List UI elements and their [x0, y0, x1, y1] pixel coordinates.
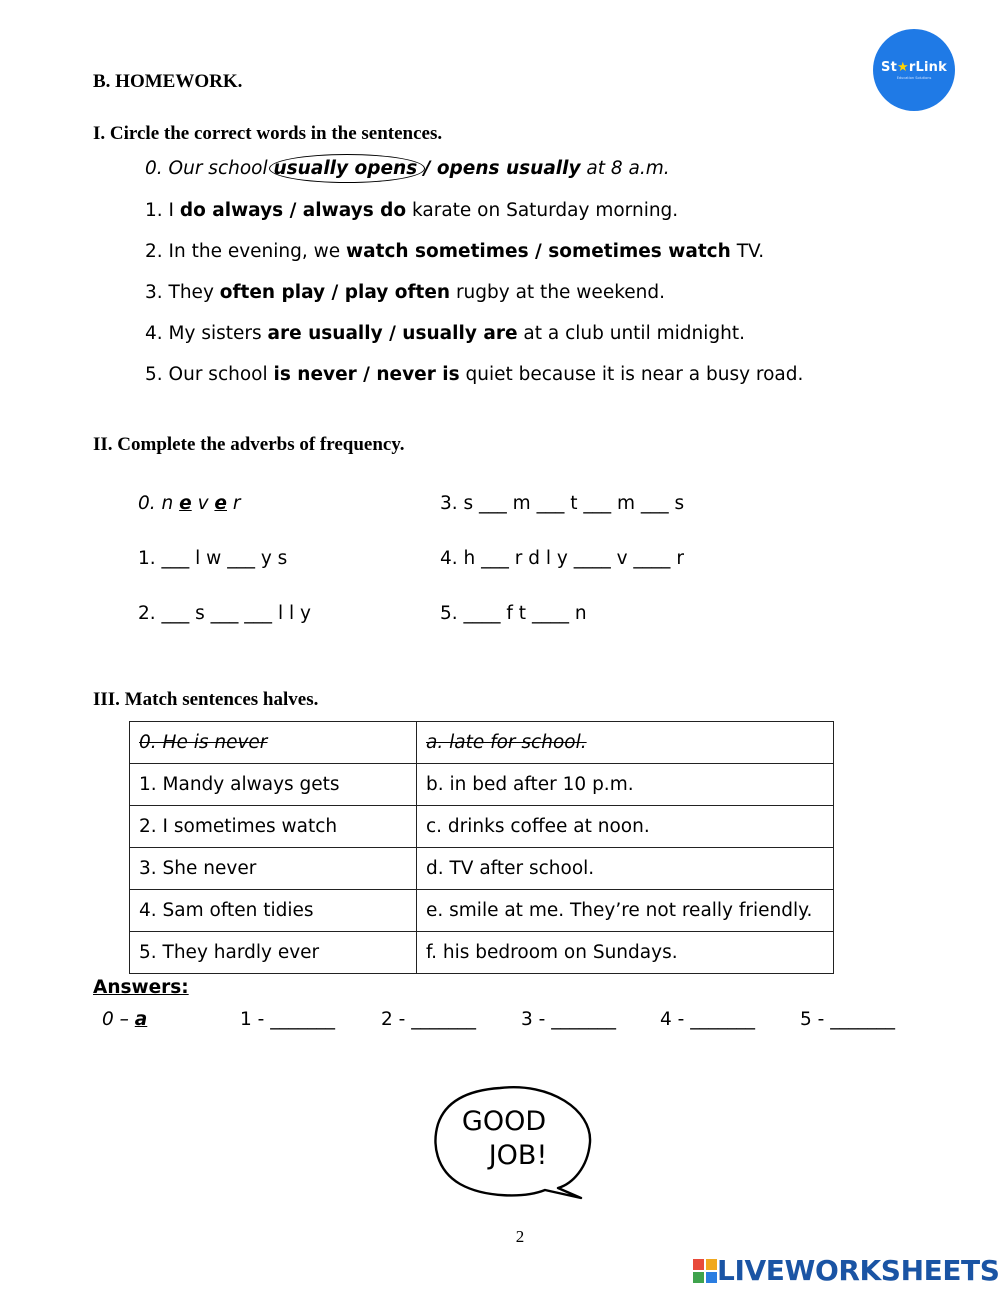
answer-blank-3[interactable]: 3 - _______ [521, 1009, 616, 1030]
section-title: B. HOMEWORK. [93, 71, 243, 92]
answer-blank-4[interactable]: 4 - _______ [660, 1009, 755, 1030]
sentence-first-half: 3. She never [130, 848, 417, 890]
part1-item-2: 2. In the evening, we watch sometimes / sometimes watch TV. [145, 241, 765, 262]
star-icon: ★ [897, 60, 909, 75]
liveworksheets-wordmark: LIVEWORKSHEETS [717, 1254, 1000, 1287]
part2-example: 0. n e v e r [138, 493, 241, 514]
circled-answer: usually opens [274, 158, 418, 179]
answer-blank-2[interactable]: 2 - _______ [381, 1009, 476, 1030]
answer-blank-5[interactable]: 5 - _______ [800, 1009, 895, 1030]
table-row [130, 848, 834, 890]
answers-label: Answers: [93, 977, 189, 998]
choice-option[interactable]: watch sometimes / sometimes watch [346, 241, 731, 262]
part1-item-4: 4. My sisters are usually / usually are at a club until midnight. [145, 323, 745, 344]
part2-item-1[interactable]: 1. ___ l w ___ y s [138, 548, 288, 569]
part3-heading: III. Match sentences halves. [93, 689, 319, 710]
table-row [130, 806, 834, 848]
logo-subtitle: Education Solutions [896, 76, 932, 80]
choice-option[interactable]: often play / play often [219, 282, 451, 303]
answer-example: 0 – a [102, 1009, 148, 1030]
sentence-first-half: 4. Sam often tidies [130, 890, 417, 932]
part1-item-3: 3. They often play / play often rugby at the weekend. [145, 282, 665, 303]
sentence-first-half: 1. Mandy always gets [130, 764, 417, 806]
sentence-second-half: c. drinks coffee at noon. [417, 806, 834, 848]
liveworksheets-brand [693, 1254, 1000, 1287]
part1-item-1: 1. I do always / always do karate on Saturday morning. [145, 200, 679, 221]
example-right: a. late for school. [426, 732, 587, 753]
starlink-logo [873, 29, 955, 111]
part1-example: 0. Our school usually opens / opens usually at 8 a.m. [145, 158, 670, 179]
table-row [130, 764, 834, 806]
table-row [130, 890, 834, 932]
part2-item-2[interactable]: 2. ___ s ___ ___ l l y [138, 603, 311, 624]
part2-item-3[interactable]: 3. s ___ m ___ t ___ m ___ s [440, 493, 685, 514]
choice-option[interactable]: is never / never is [273, 364, 460, 385]
sentence-first-half: 5. They hardly ever [130, 932, 417, 974]
matching-table [129, 721, 834, 974]
logo-wordmark: St★rLink [881, 60, 947, 75]
good-job-bubble-icon [430, 1080, 600, 1205]
sentence-second-half: d. TV after school. [417, 848, 834, 890]
page-number: 2 [515, 1227, 525, 1246]
answer-circle-shape [269, 154, 426, 183]
part2-heading: II. Complete the adverbs of frequency. [93, 434, 405, 455]
choice-option[interactable]: do always / always do [179, 200, 407, 221]
part1-item-5: 5. Our school is never / never is quiet because it is near a busy road. [145, 364, 804, 385]
part2-item-5[interactable]: 5. ____ f t ____ n [440, 603, 587, 624]
answer-blank-1[interactable]: 1 - _______ [240, 1009, 335, 1030]
sentence-second-half: b. in bed after 10 p.m. [417, 764, 834, 806]
table-row [130, 722, 834, 764]
bubble-line-2: JOB! [488, 1140, 548, 1171]
sentence-second-half: e. smile at me. They’re not really friendly. [417, 890, 834, 932]
sentence-first-half: 2. I sometimes watch [130, 806, 417, 848]
sentence-second-half: f. his bedroom on Sundays. [417, 932, 834, 974]
liveworksheets-logo-icon [693, 1259, 717, 1283]
bubble-line-1: GOOD [461, 1106, 547, 1137]
table-row [130, 932, 834, 974]
part2-item-4[interactable]: 4. h ___ r d l y ____ v ____ r [440, 548, 684, 569]
choice-option[interactable]: are usually / usually are [267, 323, 518, 344]
example-left: 0. He is never [139, 732, 268, 753]
part1-heading: I. Circle the correct words in the sentences. [93, 123, 443, 144]
